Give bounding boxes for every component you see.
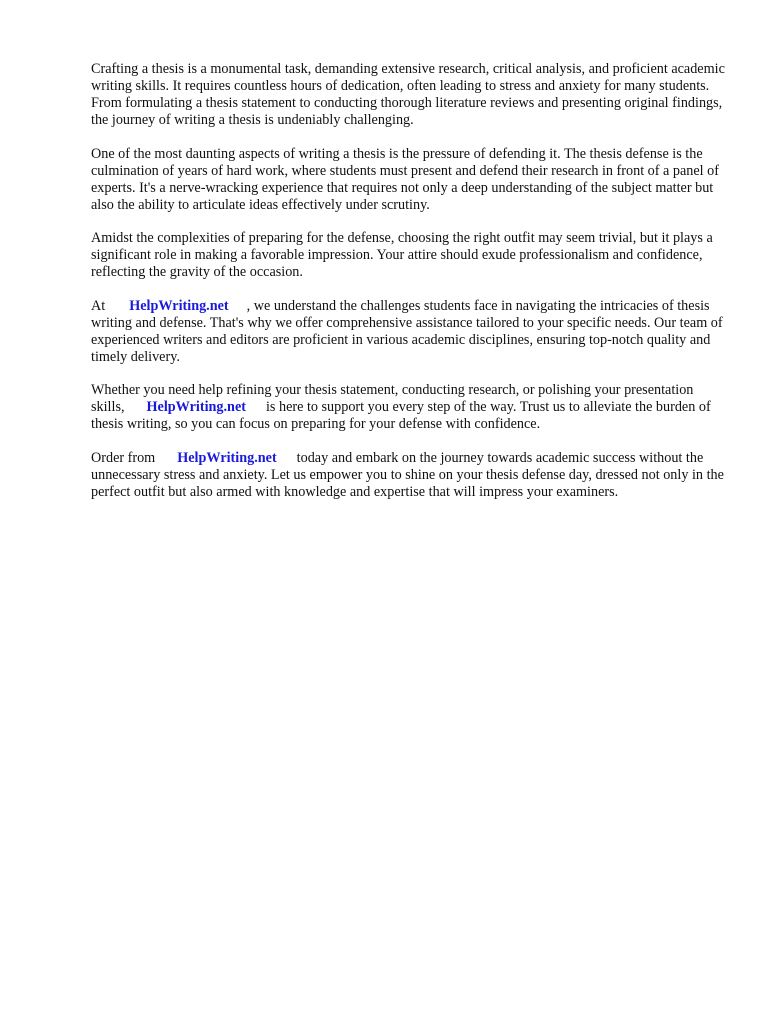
helpwriting-link-1[interactable]: HelpWriting.net	[129, 297, 229, 314]
paragraph-order-rest: today and embark on the journey towards academic success without the unnecessary stress and anxiety. Let us empower you to shine on your thesis defense day, dressed not only in the perfect outfit but also armed with knowledge and expertise that will impress your examiners.	[91, 449, 724, 500]
paragraph-service-rest: , we understand the challenges students face in navigating the intricacies of thesis writing and defense. That's why we offer comprehensive assistance tailored to your specific needs. Our team of experienced writers and editors are proficient in various academic disciplines, ensuring top-notch quality and timely delivery.	[91, 297, 723, 365]
paragraph-service	[91, 298, 727, 366]
paragraph-order	[91, 450, 727, 501]
document-body	[91, 61, 727, 517]
paragraph-support-rest: is here to support you every step of the way. Trust us to alleviate the burden of thesis writing, so you can focus on preparing for your defense with confidence.	[91, 399, 711, 432]
paragraph-outfit: Amidst the complexities of preparing for the defense, choosing the right outfit may seem trivial, but it plays a significant role in making a favorable impression. Your attire should exude professionalism and confidence, reflecting the gravity of the occasion.	[91, 230, 713, 280]
paragraph-intro: Crafting a thesis is a monumental task, demanding extensive research, critical analysis, and proficient academic writing skills. It requires countless hours of dedication, often leading to stress and anxiety for many students. From formulating a thesis statement to conducting thorough literature reviews and presenting original findings, the journey of writing a thesis is undeniably challenging.	[91, 61, 725, 128]
paragraph-support	[91, 382, 727, 433]
paragraph-defense-pressure: One of the most daunting aspects of writing a thesis is the pressure of defending it. The thesis defense is the culmination of years of hard work, where students must present and defend their research in front of a panel of experts. It's a nerve-wracking experience that requires not only a deep understanding of the subject matter but also the ability to articulate ideas effectively under scrutiny.	[91, 145, 719, 213]
helpwriting-link-3[interactable]: HelpWriting.net	[177, 449, 277, 466]
paragraph-order-lead: Order from	[91, 449, 156, 466]
paragraph-support-lead: Whether you need help refining your thesis statement, conducting research, or polishing your presentation skills,	[91, 382, 694, 415]
helpwriting-link-2[interactable]: HelpWriting.net	[146, 399, 246, 415]
paragraph-service-lead: At	[91, 297, 106, 314]
